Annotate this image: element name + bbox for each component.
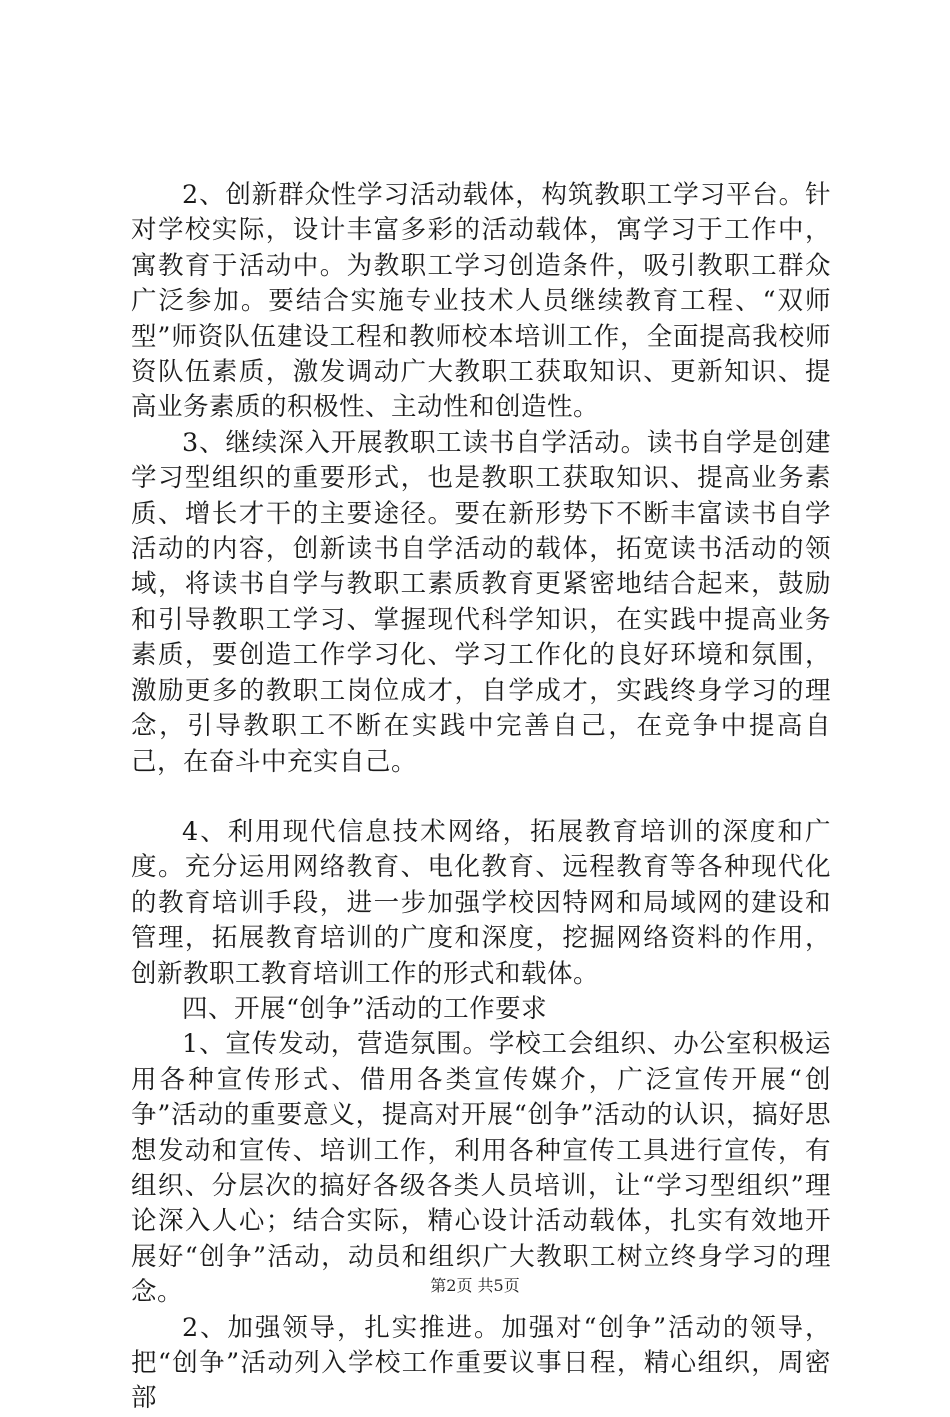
paragraph-requirement-1: 1、宣传发动，营造氛围。学校工会组织、办公室积极运用各种宣传形式、借用各类宣传媒介，广泛宣传开展“创争”活动的重要意义，提高对开展“创争”活动的认识，搞好思想发动和宣传、培训工作，利用各种宣传工具进行宣传，有组织、分层次的搞好各级各类人员培训，让“学习型组织”理论深入人心；结合实际，精心设计活动载体，扎实有效地开展好“创争”活动，动员和组织广大教职工树立终身学习的理念。 <box>131 1029 831 1308</box>
paragraph-requirement-2: 2、加强领导，扎实推进。加强对“创争”活动的领导，把“创争”活动列入学校工作重要议事日程，精心组织，周密部 <box>131 1312 831 1414</box>
section-heading-4: 四、开展“创争”活动的工作要求 <box>182 993 548 1024</box>
document-body <box>131 178 831 1417</box>
paragraph-item-3: 3、继续深入开展教职工读书自学活动。读书自学是创建学习型组织的重要形式，也是教职工获取知识、提高业务素质、增长才干的主要途径。要在新形势下不断丰富读书自学活动的内容，创新读书自学活动的载体，拓宽读书活动的领域，将读书自学与教职工素质教育更紧密地结合起来，鼓励和引导教职工学习、掌握现代科学知识，在实践中提高业务素质，要创造工作学习化、学习工作化的良好环境和氛围，激励更多的教职工岗位成才，自学成才，实践终身学习的理念，引导教职工不断在实践中完善自己，在竞争中提高自己，在奋斗中充实自己。 <box>131 427 831 777</box>
paragraph-item-4: 4、利用现代信息技术网络，拓展教育培训的深度和广度。充分运用网络教育、电化教育、远程教育等各种现代化的教育培训手段，进一步加强学校因特网和局域网的建设和管理，拓展教育培训的广度和深度，挖掘网络资料的作用，创新教职工教育培训工作的形式和载体。 <box>131 816 831 989</box>
paragraph-item-2: 2、创新群众性学习活动载体，构筑教职工学习平台。针对学校实际，设计丰富多彩的活动载体，寓学习于工作中，寓教育于活动中。为教职工学习创造条件，吸引教职工群众广泛参加。要结合实施专业技术人员继续教育工程、“双师型”师资队伍建设工程和教师校本培训工作，全面提高我校师资队伍素质，激发调动广大教职工获取知识、更新知识、提高业务素质的积极性、主动性和创造性。 <box>131 180 831 423</box>
page-footer: 第2页 共5页 <box>430 1276 520 1295</box>
